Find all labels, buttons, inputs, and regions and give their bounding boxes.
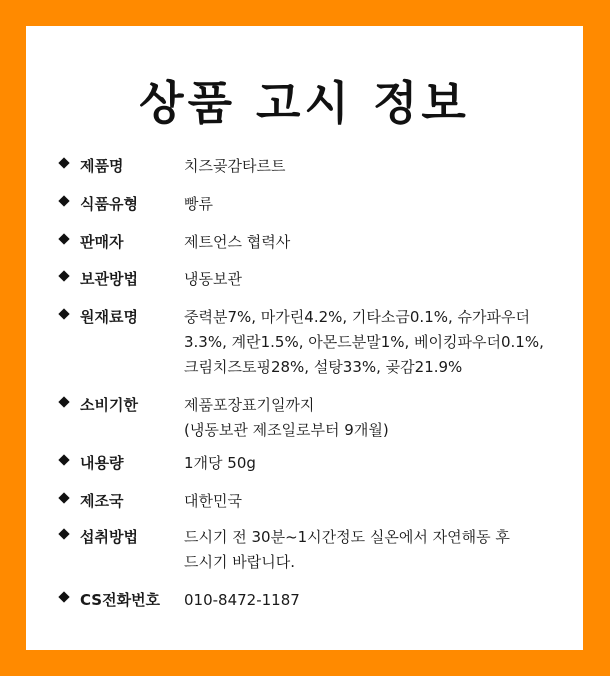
diamond-bullet-icon xyxy=(58,157,69,168)
info-label: 섭취방법 xyxy=(80,528,138,546)
diamond-bullet-icon xyxy=(58,233,69,244)
info-label: 제품명 xyxy=(80,157,124,175)
info-panel xyxy=(26,26,583,650)
info-label: 제조국 xyxy=(80,492,124,510)
info-value: 치즈곶감타르트 xyxy=(184,157,286,175)
info-value: 대한민국 xyxy=(184,492,242,510)
info-value: 빵류 xyxy=(184,195,213,213)
info-label: 식품유형 xyxy=(80,195,138,213)
info-label: 원재료명 xyxy=(80,308,138,326)
page-title: 상품 고시 정보 xyxy=(139,76,470,130)
diamond-bullet-icon xyxy=(58,492,69,503)
diamond-bullet-icon xyxy=(58,195,69,206)
info-label: 보관방법 xyxy=(80,270,138,288)
info-value: 제트언스 협력사 xyxy=(184,233,291,251)
info-label: 내용량 xyxy=(80,454,124,472)
info-value: 드시기 전 30분~1시간정도 실온에서 자연해동 후 드시기 바랍니다. xyxy=(184,528,510,571)
info-value: 제품포장표기일까지 (냉동보관 제조일로부터 9개월) xyxy=(184,396,389,439)
info-list xyxy=(26,26,583,650)
diamond-bullet-icon xyxy=(58,308,69,319)
diamond-bullet-icon xyxy=(58,454,69,465)
info-label: 판매자 xyxy=(80,233,124,251)
info-label: 소비기한 xyxy=(80,396,138,414)
diamond-bullet-icon xyxy=(58,396,69,407)
info-label: CS전화번호 xyxy=(80,591,161,609)
diamond-bullet-icon xyxy=(58,528,69,539)
diamond-bullet-icon xyxy=(58,591,69,602)
info-value: 냉동보관 xyxy=(184,270,242,288)
info-value: 010-8472-1187 xyxy=(184,591,300,609)
diamond-bullet-icon xyxy=(58,270,69,281)
info-value: 1개당 50g xyxy=(184,454,256,472)
info-value: 중력분7%, 마가린4.2%, 기타소금0.1%, 슈가파우더 3.3%, 계란1.5%, 아몬드분말1%, 베이킹파우더0.1%, 크림치즈토핑28%, 설탕33%, 곶감21.9% xyxy=(184,308,544,376)
